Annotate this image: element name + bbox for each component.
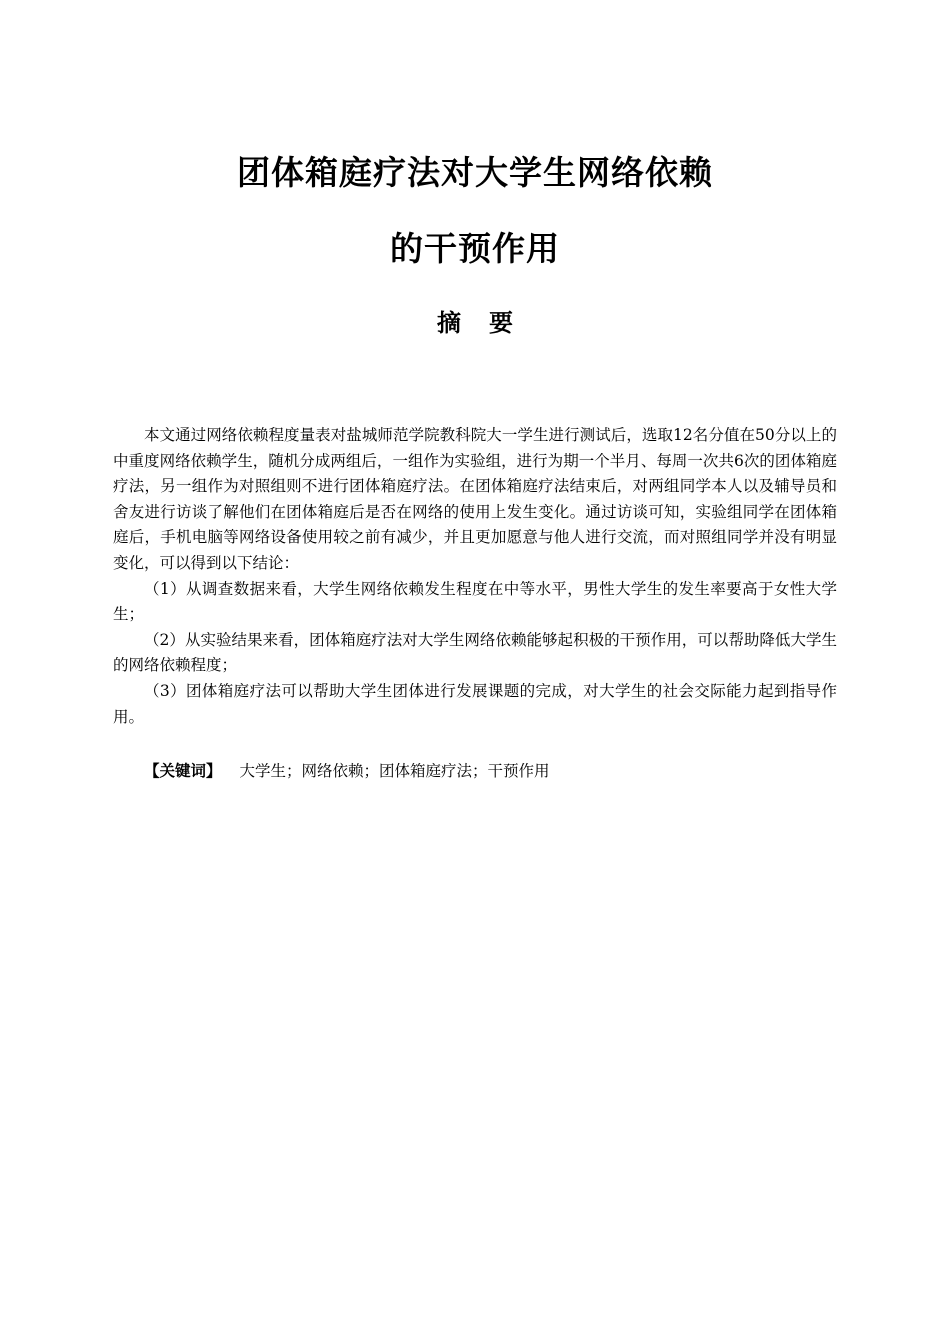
abstract-paragraph-3: （2）从实验结果来看，团体箱庭疗法对大学生网络依赖能够起积极的干预作用，可以帮助降低大学生的网络依赖程度； xyxy=(113,630,837,675)
title-line-2: 的干预作用 xyxy=(390,229,560,268)
abstract-paragraph-1: 本文通过网络依赖程度量表对盐城师范学院教科院大一学生进行测试后，选取12名分值在50分以上的中重度网络依赖学生，随机分成两组后，一组作为实验组，进行为期一个半月、每周一次共6次的团体箱庭疗法，另一组作为对照组则不进行团体箱庭疗法。在团体箱庭疗法结束后，对两组同学本人以及辅导员和舍友进行访谈了解他们在团体箱庭后是否在网络的使用上发生变化。通过访谈可知，实验组同学在团体箱庭后，手机电脑等网络设备使用较之前有减少，并且更加愿意与他人进行交流，而对照组同学并没有明显变化，可以得到以下结论： xyxy=(113,426,837,572)
keywords-label: 【关键词】 xyxy=(144,762,222,780)
abstract-heading: 摘要 xyxy=(437,309,541,337)
title-line-1: 团体箱庭疗法对大学生网络依赖 xyxy=(237,153,713,192)
abstract-paragraph-2: （1）从调查数据来看，大学生网络依赖发生程度在中等水平，男性大学生的发生率要高于女性大学生； xyxy=(113,579,837,624)
keywords-line xyxy=(113,759,837,785)
keywords-text: 大学生；网络依赖；团体箱庭疗法；干预作用 xyxy=(239,762,550,780)
abstract-paragraph-4: （3）团体箱庭疗法可以帮助大学生团体进行发展课题的完成，对大学生的社会交际能力起到指导作用。 xyxy=(113,681,837,726)
abstract-body xyxy=(113,423,837,730)
